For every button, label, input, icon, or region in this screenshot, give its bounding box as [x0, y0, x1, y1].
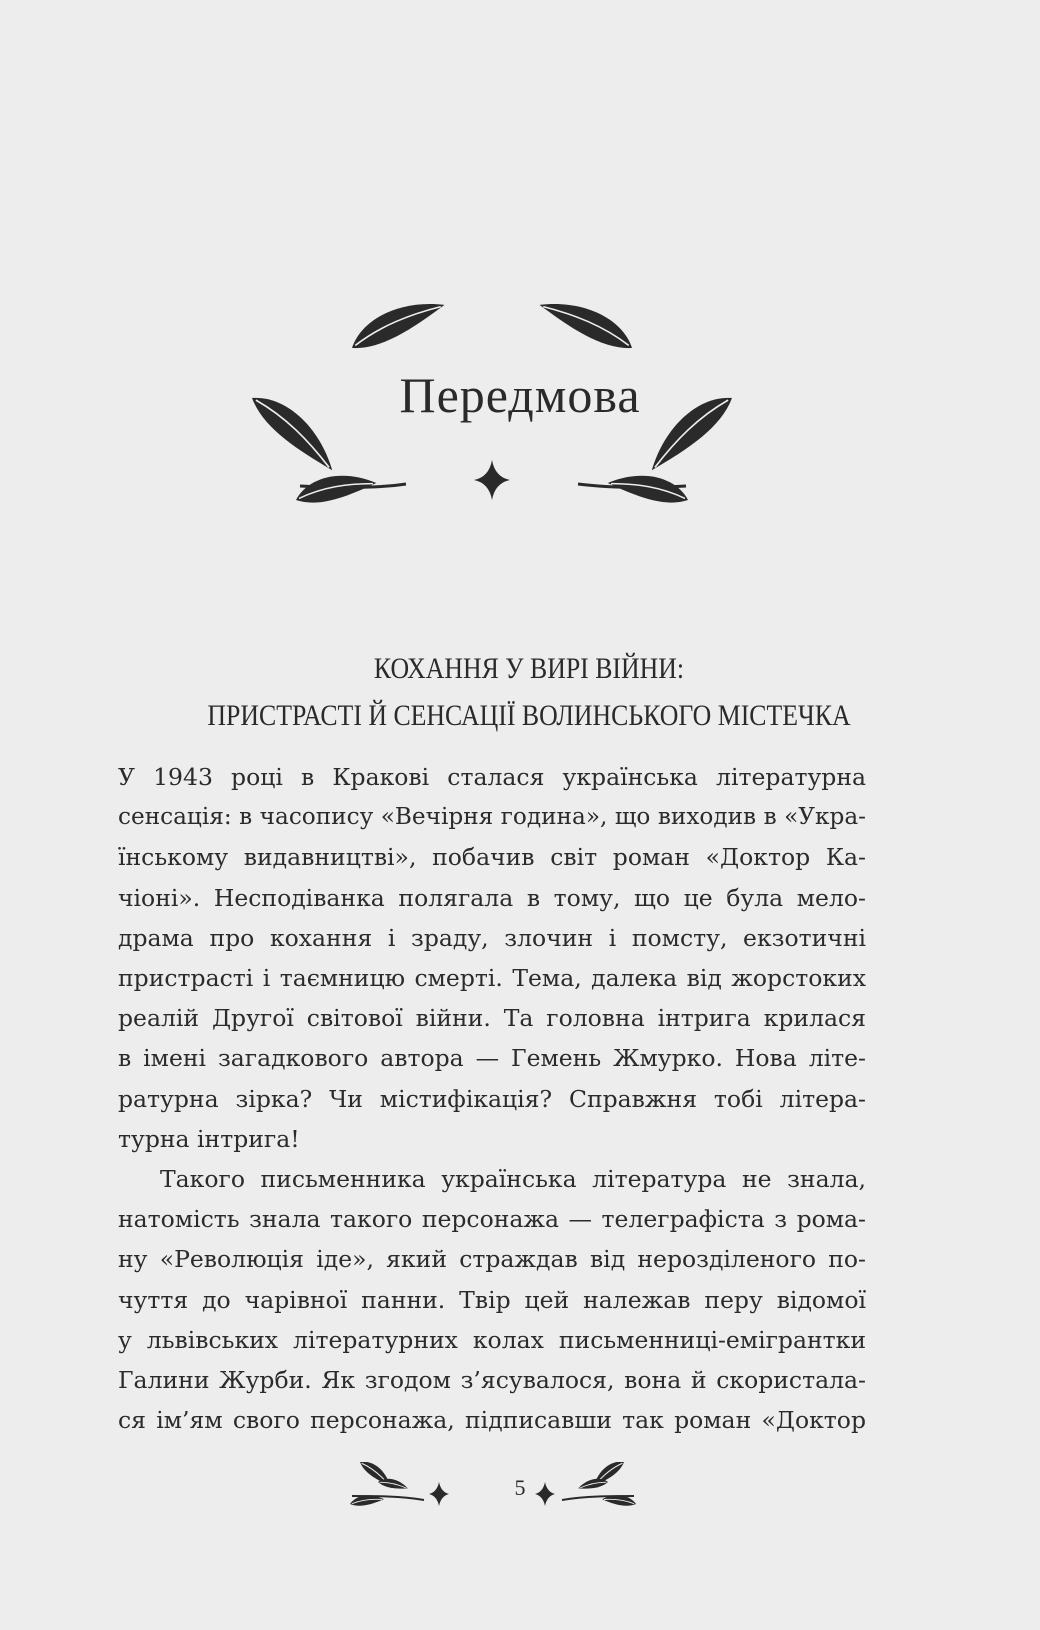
body-text: [118, 757, 866, 1440]
laurel-ornament: [0, 0, 1040, 560]
page-number: 5: [514, 1475, 526, 1500]
text-line: ся ім’ям свого персонажа, підписавши так роман «Доктор: [118, 1406, 866, 1435]
text-line: У 1943 році в Кракові сталася українська літературна: [118, 763, 866, 791]
star-icon: [474, 460, 510, 500]
text-line: чіоні». Несподіванка полягала в тому, що це була мело-: [118, 883, 866, 912]
text-line: турна інтрига!: [118, 1124, 300, 1153]
text-line: їнському видавництві», побачив світ роман «Доктор Ка-: [118, 843, 866, 872]
text-line: натомість знала такого персонажа — телеграфіста з рома-: [118, 1205, 866, 1234]
chapter-title: Передмова: [399, 367, 641, 423]
text-line: сенсація: в часопису «Вечірня година», що виходив в «Укра-: [118, 803, 866, 831]
text-line: драма про кохання і зраду, злочин і помсту, екзотичні: [118, 923, 866, 952]
text-line: реалій Другої світової війни. Та головна інтрига крилася: [118, 1004, 866, 1033]
leaf-upper-left-icon: [345, 289, 448, 355]
text-line: Такого письменника українська література не знала,: [160, 1165, 866, 1194]
leaf-upper-right-icon: [536, 289, 639, 355]
text-line: пристрасті і таємницю смерті. Тема, далека від жорстоких: [118, 964, 866, 993]
text-line: Галини Журби. Як згодом з’ясувалося, вона й скористала-: [118, 1366, 866, 1395]
subtitle-line: КОХАННЯ У ВИРІ ВІЙНИ:: [373, 652, 685, 685]
text-line: чуття до чарівної панни. Твір цей належав перу відомої: [118, 1285, 866, 1314]
text-line: ну «Революція іде», який страждав від нерозділеного по-: [118, 1245, 866, 1274]
subtitle-line: ПРИСТРАСТІ Й СЕНСАЦІЇ ВОЛИНСЬКОГО МІСТЕЧКА: [207, 699, 851, 732]
text-line: в імені загадкового автора — Гемень Жмурко. Нова літе-: [118, 1044, 866, 1073]
text-line: у львівських літературних колах письменниці-емігрантки: [118, 1325, 866, 1354]
section-subtitle: [177, 645, 880, 739]
crescent-moon-icon: [483, 286, 513, 330]
text-line: ратурна зірка? Чи містифікація? Справжня тобі літера-: [118, 1084, 866, 1113]
